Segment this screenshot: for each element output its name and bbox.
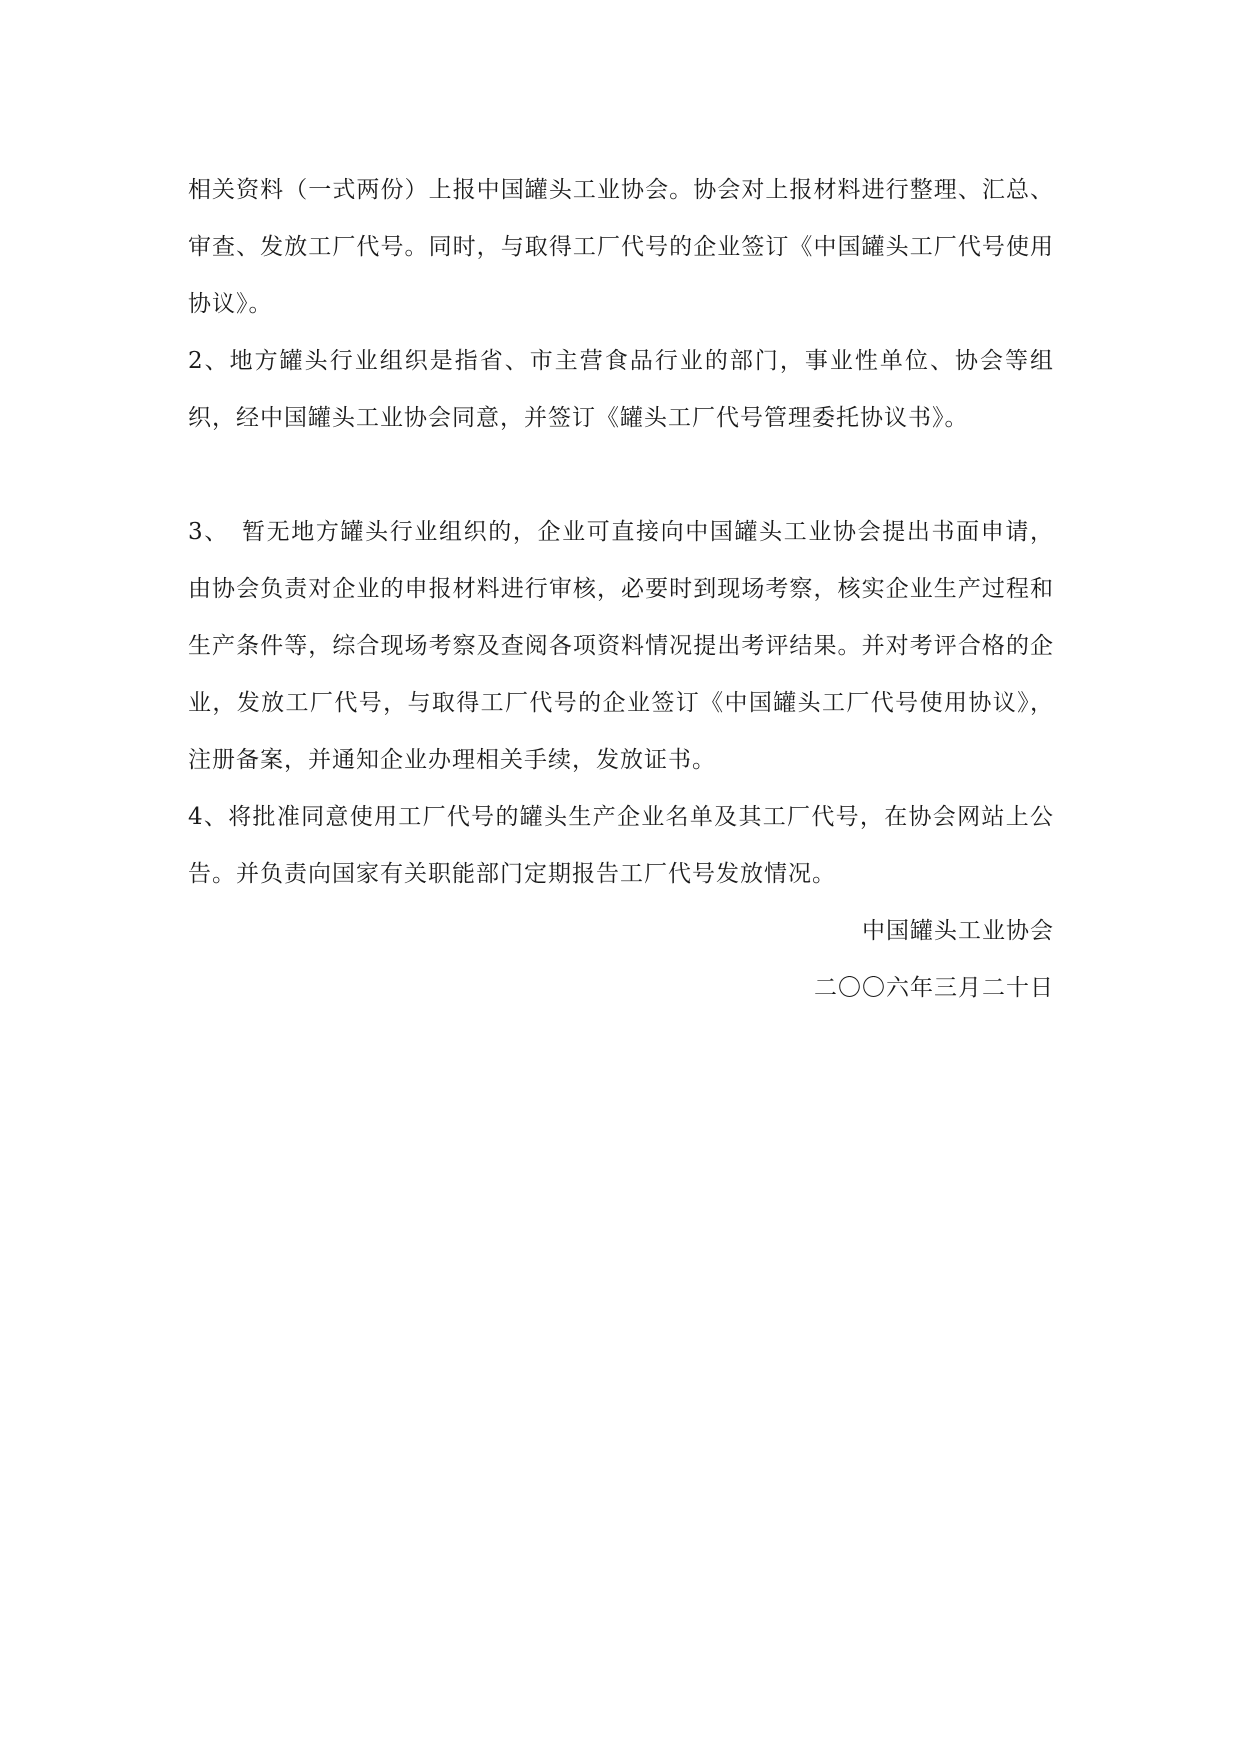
signature-date: 二〇〇六年三月二十日 bbox=[814, 975, 1054, 1001]
paragraph-item-4: 4、将批准同意使用工厂代号的罐头生产企业名单及其工厂代号，在协会网站上公告。并负责向国家有关职能部门定期报告工厂代号发放情况。 bbox=[188, 804, 1054, 887]
signature-organization: 中国罐头工业协会 bbox=[862, 918, 1054, 944]
paragraph-item-2: 2、地方罐头行业组织是指省、市主营食品行业的部门，事业性单位、协会等组织，经中国罐头工业协会同意，并签订《罐头工厂代号管理委托协议书》。 bbox=[188, 348, 1054, 431]
document-body bbox=[188, 162, 1054, 1017]
paragraph-item-3: 3、 暂无地方罐头行业组织的，企业可直接向中国罐头工业协会提出书面申请，由协会负责对企业的申报材料进行审核，必要时到现场考察，核实企业生产过程和生产条件等，综合现场考察及查阅各项资料情况提出考评结果。并对考评合格的企业，发放工厂代号，与取得工厂代号的企业签订《中国罐头工厂代号使用协议》，注册备案，并通知企业办理相关手续，发放证书。 bbox=[188, 519, 1054, 773]
paragraph-continuation: 相关资料（一式两份）上报中国罐头工业协会。协会对上报材料进行整理、汇总、审查、发放工厂代号。同时，与取得工厂代号的企业签订《中国罐头工厂代号使用协议》。 bbox=[188, 177, 1054, 317]
